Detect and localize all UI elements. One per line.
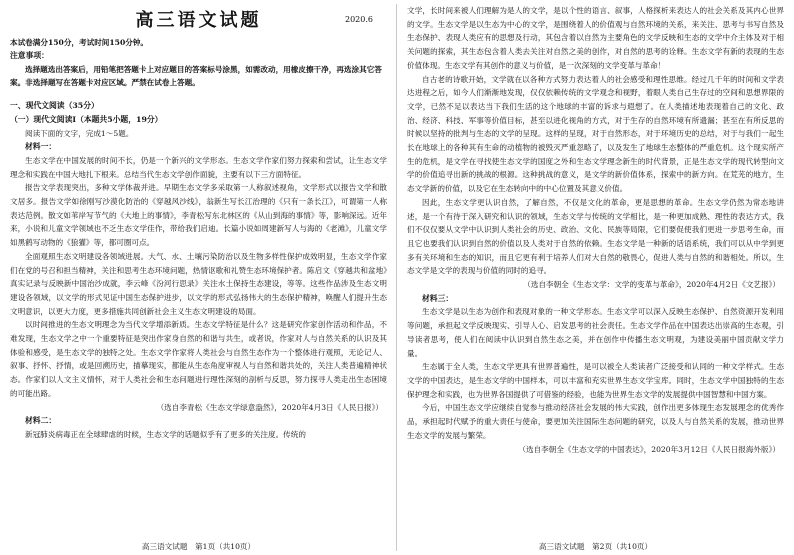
material-1-paragraph: 以时间推进的生态文明理念为当代文学增添新质。生态文学特征是什么？这是研究作家创作活动和作品，不难发现，生态文学之中一个重要特征是突出作家身自然的和谐与共生，或者说，作家对人与自然关系的认识及其体验和感受，是生态文学的独特之处。生态文学作家将人类社会与自然生态作为一个整体进行观照，无论记人、叙事、抒怀、抒情，或是回溯历史，描摹现实，都能从生态角度审视人与自然和谐共处的，关注人类普遍精神状态。作家们以人文主义情怀，对于人类社会和生态问题进行理性深刻的剖析与反思，努力探寻人类走出生态困境的可能出路。 <box>10 320 387 398</box>
material-3-paragraph: 生态文学是以生态为创作和表现对象的一种文学形态。生态文学可以深入反映生态保护、自然资源开发利用等问题，承担起文学反映现实、引导人心、启发思考的社会责任。生态文学作品在中国表达出崇高的生态观，引导读者思考，使人们在阅读中认识到自然生态之美，并在创作中传播生态文明观，为建设美丽中国贡献文学力量。 <box>407 307 784 358</box>
material-1-paragraph: 报告文学表现突出，多种文学体裁并进。早期生态文学多采取第一人称叙述视角，文学形式以报告文学和散文居多。报告文学如徐刚写沙漠化防治的《穿越风沙线》，翁新生写长江治理的《只有一条长江》，可谓第一人称表达范例。散文如苇岸写节气的《大地上的事情》，李青松写东北林区的《从山到海的事情》等，影响深远。近年来，小说和儿童文学领域也不乏生态文学佳作，带给我们启迪。长篇小说如周建新写人与海的《老滩》，儿童文学如黑鹤写动物的《狼獾》等，都可圈可点。 <box>10 183 387 248</box>
material-2-paragraph: 文学，长时间来被人们理解为是人的文学，是以个性的语言、叙事，人格探析来表达人的社会关系及其内心世界的文学。生态文学是以生态为中心的文学，是围绕着人的价值观与自然环境的关系，来关注、思考与书写自然及生态保护、表现人类应有的思想及行动，其包含着以自然为主要角色的文学反映和生态的文学中介主体及对于相关问题的探索，其生态包含着人类去关注对自然之美的创作，对自然的思考的诠释。生态文学有新的表现的生态价值体现。生态文学有其创作的意义与价值，是一次深刻的文学变革与革命！ <box>407 6 784 70</box>
exam-title: 高三语文试题 <box>135 10 262 31</box>
reading-instruction: 阅读下面的文字，完成1～5题。 <box>25 128 134 138</box>
section-heading: 一、现代文阅读（35分） <box>10 101 99 111</box>
notice-heading: 注意事项： <box>10 51 49 60</box>
page-right <box>397 0 794 555</box>
page-footer: 高三语文试题 第1页（共10页） <box>141 542 256 551</box>
material-1-paragraph: 全面观照生态文明建设各领域进展。大气、水、土壤污染防治以及生物多样性保护成效明显，生态文学作家们在党的号召和担当精神，关注和思考生态环境问题，热情讴歌和礼赞生态环境保护者。陈启文《穿越共和盆地》真实记录与反映新中国治沙成就，李云峰《汾河行思录》关注水土保持生态建设，等等。这些作品涉及生态文明建设各领域，以文学的形式见证中国生态保护进步，以文学的形式弘扬伟大的生态保护精神，唤醒人们提升生态文明意识，以更大力度，更多措施共同创新社会主义生态文明建设的局面。 <box>10 251 387 316</box>
spacer <box>10 90 387 99</box>
exam-intro: 本试卷满分150分，考试时间150分钟。 <box>10 38 149 47</box>
notice-body: 选择题选出答案后，用铅笔把答题卡上对应题目的答案标号涂黑，如需改动，用橡皮擦干净，再选涂其它答案。非选择题写在答题卡对应区域。严禁在试卷上答题。 <box>10 64 382 88</box>
material-1-label: 材料一： <box>25 142 57 152</box>
title-row <box>10 6 387 36</box>
material-1-paragraph: 生态文学在中国发展的时间不长，仍是一个新兴的文学形态。生态文学作家们努力探索和尝试，让生态文学理念和实践在中国大地扎下根来。总结当代生态文学创作面貌，主要有以下三方面特征。 <box>10 155 387 179</box>
material-3-paragraph: 今后，中国生态文学应继续自觉参与推动经济社会发展的伟大实践，创作出更多体现生态发展理念的优秀作品，承担起时代赋予的重大责任与使命，要更加关注国际生态问题的研究，以及人与自然关系的发展，推动世界生态文学的发展与繁荣。 <box>407 403 784 440</box>
material-2-paragraph: 自古老的诗歌开始，文学就在以各种方式努力表达着人的社会感受和理性思维。经过几千年的时间和文学表达进程之后，如今人们渐渐地发现，仅仅依赖传统的文学观念和视野，着眼人类自己生存过的空间和思想界限的文学，已然不足以表达当下我们生活的这个地球的丰富的诉求与遐想了。在人类描述地表现着自己的文化、政治、经济、科技、军事等价值目标，甚至以进化视角的方式，对于生存的自然环境有所遗漏；甚至在有所反思的时候以坚持的批判与生态的文学的呈现。这样的呈现，对于自然形态，对于环境历史的总结，对于与我们一起生长在地球上的各种其有生命的动植物的被毁灭严重忽略了，以及发生了地球生态整体的严重危机。这个现实所产生的危机，是文学在寻找使生态文学的国度之外和生态文学理念新生的时代背景，正是生态文学的现代转型向文学的价值追寻出新的挑战的根源。这种挑战的意义，是文学的新价值体系，探索中的新方向。在荒芜的地方，生态文学新的价值，以及它在生态转向中的中心位置及其意义价值。 <box>407 74 784 194</box>
material-3-label: 材料三： <box>422 293 454 303</box>
subsection-heading: （一）现代文阅读Ⅰ（本题共5小题，19分） <box>10 114 163 124</box>
material-3-paragraph: 生态属于全人类，生态文学更具有世界普遍性，是可以被全人类读者广泛接受和认同的一种文学样式。生态文学的中国表达，是生态文学的中国样本，可以丰富和充实世界生态文学宝库。同时，生态文学中国独特的生态保护理念和实践，也为世界各国提供了可借鉴的经验，也能为世界生态文学的发展提供中国智慧和中国方案。 <box>407 362 784 399</box>
material-3-source: （选自李朝全《生态文学的中国表达》，2020年3月12日《人民日报海外版》） <box>518 444 780 454</box>
material-2-paragraph: 因此，生态文学更认识自然，了解自然，不仅是文化的革命，更是思想的革命。生态文学仍然为常态地讲述，是一个有待于深入研究和认识的领域，生态文学与传统的文学相比，是一种更加成熟、理性的表达方式，我们不仅仅要从文学中认识到人类社会的历史、政治、文化、民族等局限，它们要促使我们更进一步思考生命，而且它也要我们认识到自然的价值以及人类对于自然的依赖。生态文学是一种新的话语系统，我们可以从中学到更多有关环境和生态的知识，而且它更有利于培养人们对大自然的敬畏心，促进人类与自然的和谐相处。所以，生态文学是文学的表现与价值的同时的追寻。 <box>407 197 784 276</box>
exam-date: 2020.6 <box>345 15 373 24</box>
material-2-source: （选自李朝全《生态文学：文学的变革与革命》，2020年4月2日《文艺报》） <box>523 280 780 290</box>
page-footer: 高三语文试题 第2页（共10页） <box>538 542 653 551</box>
material-2-label: 材料二： <box>25 416 57 426</box>
material-1-source: （选自李青松《生态文学绿意盎然》，2020年4月3日《人民日报》） <box>156 402 383 412</box>
material-2-paragraph: 新冠肺炎病毒正在全球肆虐的时候，生态文学的话题似乎有了更多的关注度。传统的 <box>25 429 306 439</box>
